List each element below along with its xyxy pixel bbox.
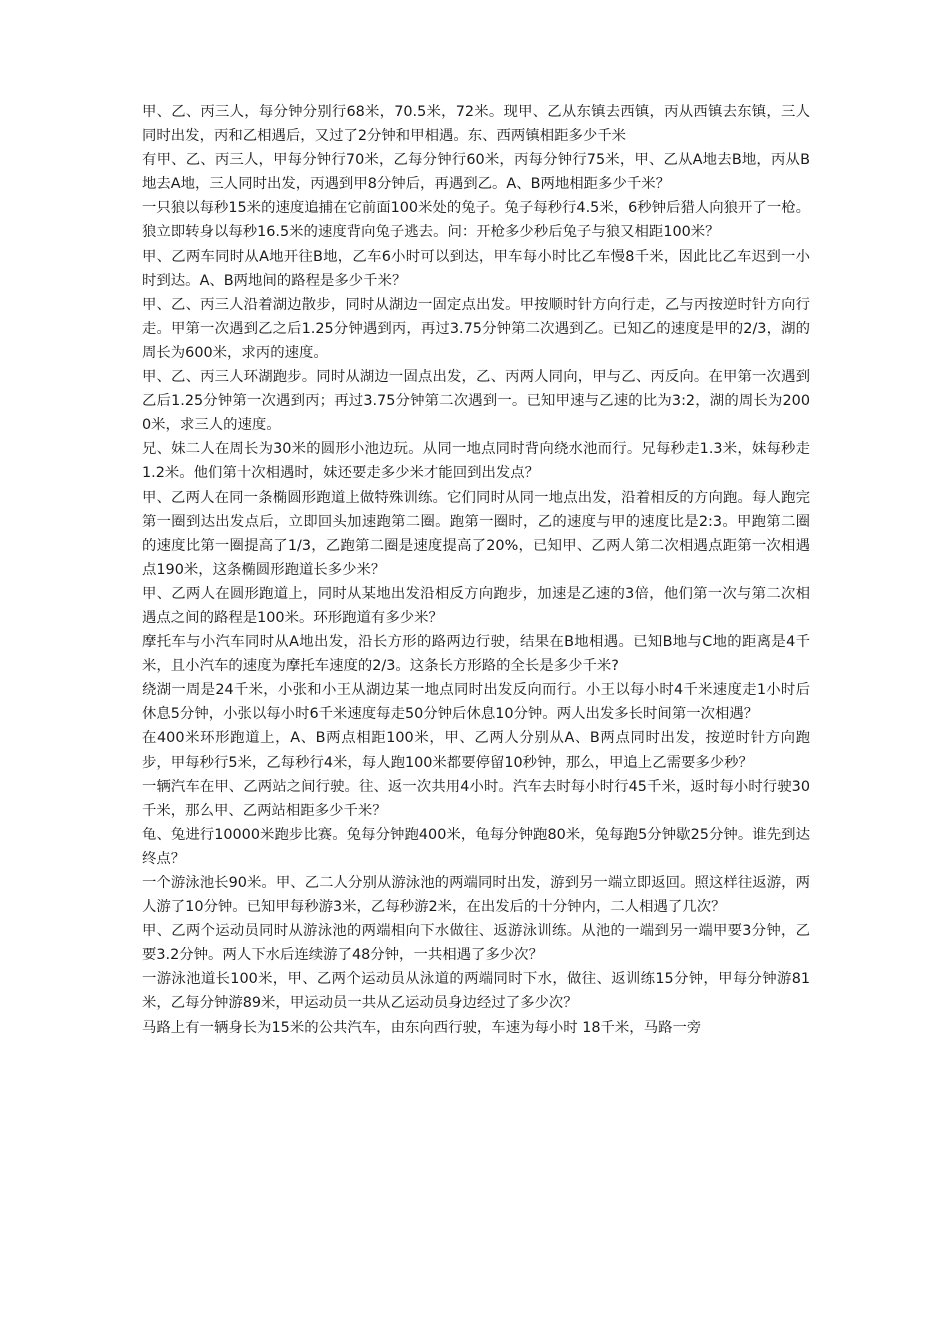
problem-paragraph: 甲、乙、丙三人沿着湖边散步，同时从湖边一固定点出发。甲按顺时针方向行走，乙与丙按逆时针方向行走。甲第一次遇到乙之后1.25分钟遇到丙，再过3.75分钟第二次遇到乙。已知乙的速度是甲的2/3，湖的周长为600米，求丙的速度。 <box>142 296 810 361</box>
problem-paragraph: 甲、乙两个运动员同时从游泳池的两端相向下水做往、返游泳训练。从池的一端到另一端甲要3分钟，乙要3.2分钟。两人下水后连续游了48分钟，一共相遇了多少次？ <box>142 923 810 964</box>
problem-paragraph: 兄、妹二人在周长为30米的圆形小池边玩。从同一地点同时背向绕水池而行。兄每秒走1.3米，妹每秒走1.2米。他们第十次相遇时，妹还要走多少米才能回到出发点？ <box>142 441 810 482</box>
problem-paragraph: 甲、乙、丙三人环湖跑步。同时从湖边一固点出发，乙、丙两人同向，甲与乙、丙反向。在甲第一次遇到乙后1.25分钟第一次遇到丙；再过3.75分钟第二次遇到一。已知甲速与乙速的比为3:2，湖的周长为2000米，求三人的速度。 <box>142 369 810 434</box>
document-body <box>142 100 810 1040</box>
problem-paragraph: 摩托车与小汽车同时从A地出发，沿长方形的路两边行驶，结果在B地相遇。已知B地与C地的距离是4千米，且小汽车的速度为摩托车速度的2/3。这条长方形路的全长是多少千米? <box>142 634 810 675</box>
problem-paragraph: 甲、乙、丙三人，每分钟分别行68米，70.5米，72米。现甲、乙从东镇去西镇，丙从西镇去东镇，三人同时出发，丙和乙相遇后，又过了2分钟和甲相遇。东、西两镇相距多少千米 <box>142 104 810 145</box>
problem-paragraph: 有甲、乙、丙三人，甲每分钟行70米，乙每分钟行60米，丙每分钟行75米，甲、乙从A地去B地，丙从B地去A地，三人同时出发，丙遇到甲8分钟后，再遇到乙。A、B两地相距多少千米？ <box>142 152 810 193</box>
problem-paragraph: 在400米环形跑道上，A、B两点相距100米，甲、乙两人分别从A、B两点同时出发，按逆时针方向跑步，甲每秒行5米，乙每秒行4米，每人跑100米都要停留10秒钟，那么，甲追上乙需要多少秒？ <box>142 730 810 771</box>
problem-paragraph: 一只狼以每秒15米的速度追捕在它前面100米处的兔子。兔子每秒行4.5米，6秒钟后猎人向狼开了一枪。狼立即转身以每秒16.5米的速度背向兔子逃去。问：开枪多少秒后兔子与狼又相距100米？ <box>142 200 810 241</box>
problem-paragraph: 马路上有一辆身长为15米的公共汽车，由东向西行驶，车速为每小时 18千米，马路一旁 <box>142 1019 702 1036</box>
problem-paragraph: 一游泳池道长100米，甲、乙两个运动员从泳道的两端同时下水，做往、返训练15分钟，甲每分钟游81米，乙每分钟游89米，甲运动员一共从乙运动员身边经过了多少次？ <box>142 971 810 1012</box>
problem-paragraph: 甲、乙两车同时从A地开往B地，乙车6小时可以到达，甲车每小时比乙车慢8千米，因此比乙车迟到一小时到达。A、B两地间的路程是多少千米？ <box>142 248 810 289</box>
problem-paragraph: 绕湖一周是24千米，小张和小王从湖边某一地点同时出发反向而行。小王以每小时4千米速度走1小时后休息5分钟，小张以每小时6千米速度每走50分钟后休息10分钟。两人出发多长时间第一次相遇？ <box>142 682 810 723</box>
problem-paragraph: 一个游泳池长90米。甲、乙二人分别从游泳池的两端同时出发，游到另一端立即返回。照这样往返游，两人游了10分钟。已知甲每秒游3米，乙每秒游2米，在出发后的十分钟内，二人相遇了几次？ <box>142 875 810 916</box>
problem-paragraph: 一辆汽车在甲、乙两站之间行驶。往、返一次共用4小时。汽车去时每小时行45千米，返时每小时行驶30千米，那么甲、乙两站相距多少千米？ <box>142 778 810 819</box>
problem-paragraph: 甲、乙两人在同一条椭圆形跑道上做特殊训练。它们同时从同一地点出发，沿着相反的方向跑。每人跑完第一圈到达出发点后，立即回头加速跑第二圈。跑第一圈时，乙的速度与甲的速度比是2:3。甲跑第二圈的速度比第一圈提高了1/3，乙跑第二圈是速度提高了20%，已知甲、乙两人第二次相遇点距第一次相遇点190米，这条椭圆形跑道长多少米？ <box>142 489 810 578</box>
problem-paragraph: 龟、兔进行10000米跑步比赛。兔每分钟跑400米，龟每分钟跑80米，兔每跑5分钟歇25分钟。谁先到达终点？ <box>142 826 810 867</box>
problem-paragraph: 甲、乙两人在圆形跑道上，同时从某地出发沿相反方向跑步，加速是乙速的3倍，他们第一次与第二次相遇点之间的路程是100米。环形跑道有多少米？ <box>142 585 810 626</box>
